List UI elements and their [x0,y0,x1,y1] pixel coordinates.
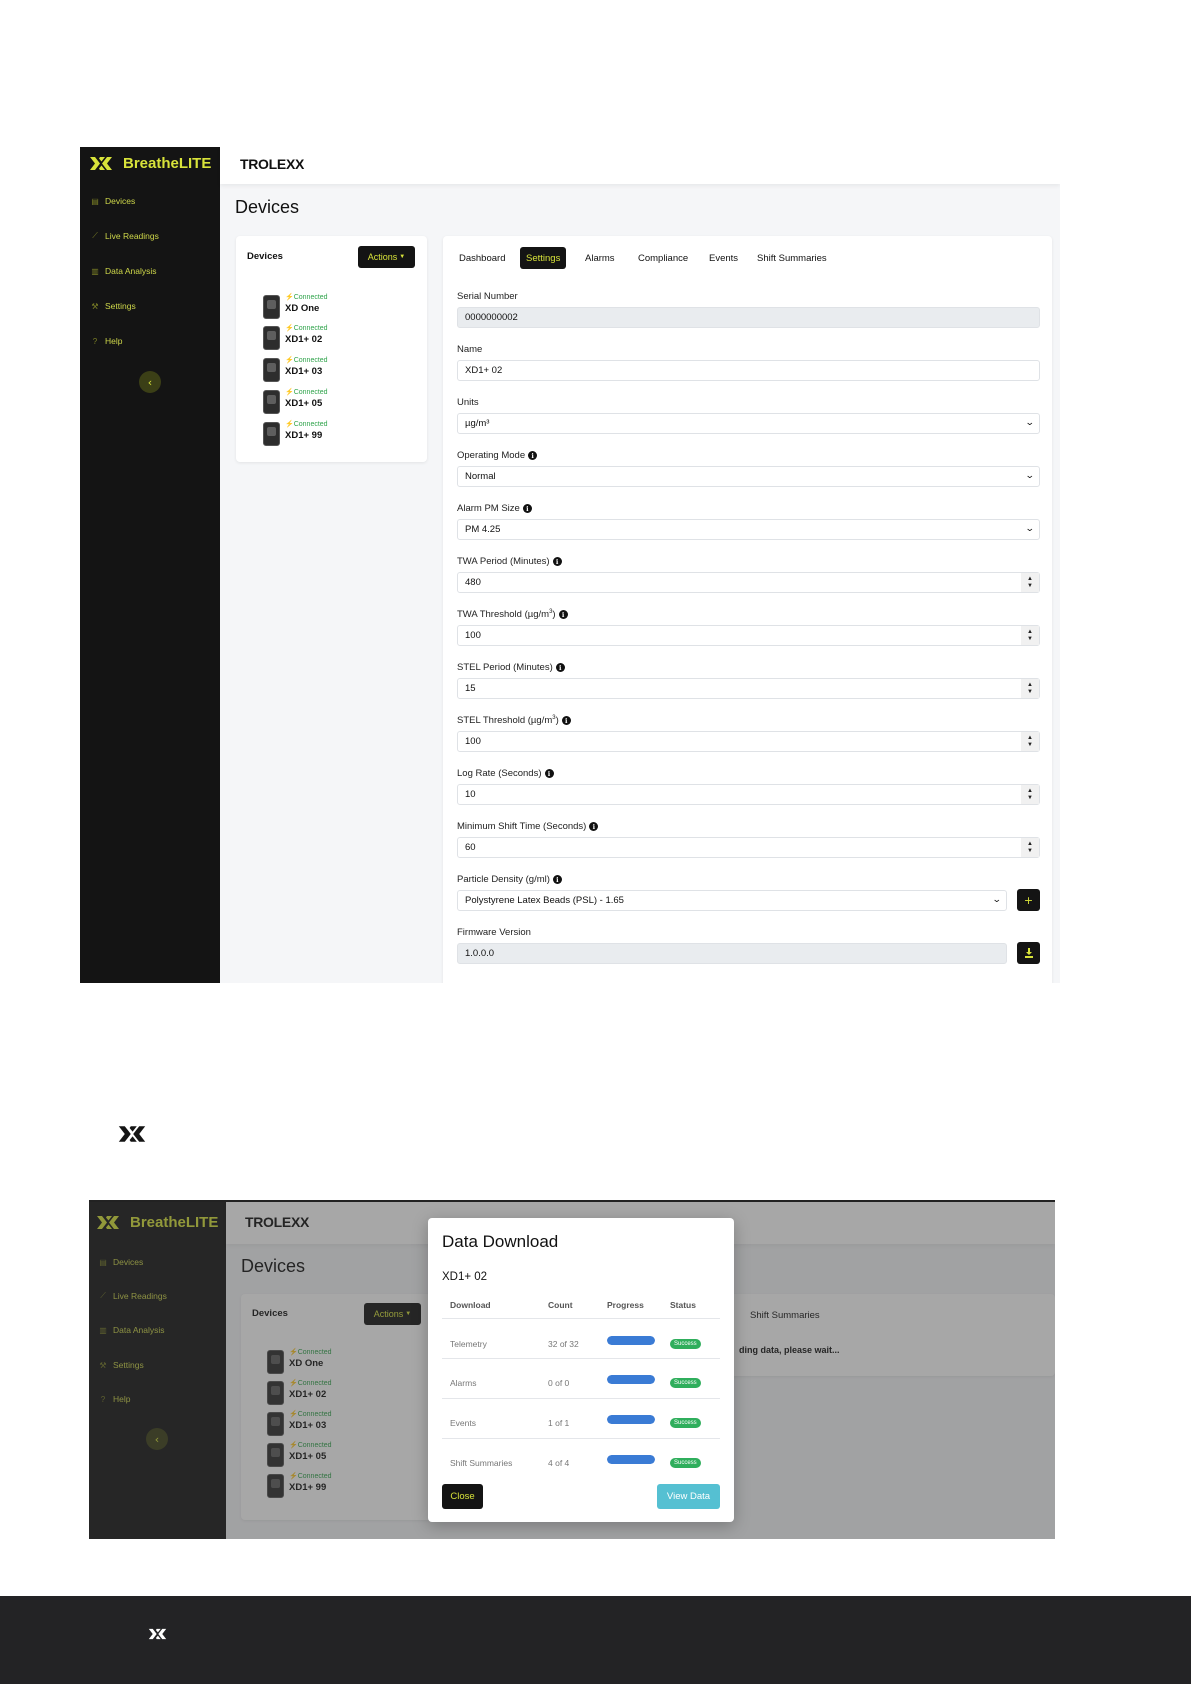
firmware-version-label: Firmware Version [457,927,531,938]
units-select[interactable]: µg/m³ ⌄ [457,413,1040,434]
plug-icon: ⚡ [285,325,294,332]
device-item[interactable] [263,358,413,384]
settings-card [443,236,1052,983]
devices-icon: ▤ [99,1257,107,1267]
log-rate-label: Log Rate (Seconds) i [457,768,554,779]
name-input[interactable]: XD1+ 02 [457,360,1040,381]
page-title: Devices [235,197,300,217]
trolex-mark-icon [117,1125,147,1143]
device-image [263,422,280,446]
number-stepper[interactable]: ▲ ▼ [1021,838,1039,857]
firmware-download-button[interactable] [1017,942,1040,964]
breathelite-logo-icon [89,156,113,171]
row-count: 4 of 4 [548,1458,570,1468]
row-count: 1 of 1 [548,1418,570,1428]
number-stepper[interactable]: ▲ ▼ [1021,732,1039,751]
sidebar-item-settings[interactable]: ⚒ Settings [99,1360,144,1370]
modal-device-name: XD1+ 02 [442,1271,488,1283]
connected-status: ⚡Connected [285,421,328,428]
plug-icon: ⚡ [289,1380,298,1387]
loading-message: ding data, please wait... [739,1345,840,1355]
col-header-count: Count [548,1300,573,1310]
alarm-pm-size-select[interactable]: PM 4.25 ⌄ [457,519,1040,540]
status-badge: Success [670,1339,701,1349]
chevron-down-icon: ⌄ [992,894,1003,904]
devices-card-title: Devices [252,1308,288,1319]
connected-status: ⚡Connected [289,1473,332,1480]
screenshot-device-settings [80,147,1060,983]
row-download-name: Shift Summaries [450,1458,513,1468]
operating-mode-label: Operating Mode i [457,450,537,461]
chevron-down-icon: ⌄ [1025,523,1036,533]
connected-status: ⚡Connected [289,1411,332,1418]
connected-status: ⚡Connected [289,1380,332,1387]
row-progress-bar [607,1336,655,1345]
device-image [263,358,280,382]
row-count: 32 of 32 [548,1339,579,1349]
alarm-pm-size-label: Alarm PM Size i [457,503,532,514]
firmware-version-field: 1.0.0.0 [457,943,1007,964]
actions-dropdown-button[interactable]: Actions ▼ [364,1303,421,1325]
sidebar-item-devices[interactable]: ▤ Devices [99,1257,144,1267]
tab-alarms[interactable]: Alarms [585,252,615,264]
bar-chart-icon: ▥ [99,1325,107,1335]
tab-events[interactable]: Events [709,252,739,264]
sidebar-item-devices[interactable]: ▤ Devices [91,196,136,206]
sidebar-item-settings[interactable]: ⚒ Settings [91,301,136,311]
trolex-logo: TROLEXX [240,156,305,172]
screenshot-data-download [89,1200,1055,1539]
device-name: XD1+ 02 [289,1389,327,1400]
connected-status: ⚡Connected [285,294,328,301]
particle-density-label: Particle Density (g/ml) i [457,874,562,885]
help-icon: ? [100,1394,106,1404]
caret-down-icon: ▼ [399,254,406,260]
min-shift-time-input[interactable]: 60 ▲ ▼ [457,837,1040,858]
sidebar-item-data-analysis[interactable]: ▥ Data Analysis [91,266,157,276]
progress-fill [607,1375,655,1384]
plug-icon: ⚡ [285,294,294,301]
modal-title: Data Download [442,1232,559,1251]
info-icon[interactable]: i [528,451,537,460]
device-name: XD1+ 03 [289,1420,327,1431]
device-name: XD One [285,303,320,314]
plug-icon: ⚡ [285,421,294,428]
stel-period-input[interactable]: 15 ▲ ▼ [457,678,1040,699]
info-icon[interactable]: i [553,875,562,884]
trolex-mark-icon [148,1628,167,1640]
devices-card-title: Devices [247,251,283,262]
data-download-modal [428,1218,734,1522]
row-divider [442,1398,720,1399]
plug-icon: ⚡ [289,1349,298,1356]
plus-icon: + [1023,893,1034,907]
sidebar-collapse-button[interactable] [139,371,161,393]
connected-status: ⚡Connected [285,389,328,396]
plug-icon: ⚡ [285,357,294,364]
info-icon[interactable]: i [559,610,568,619]
header-divider [442,1318,720,1319]
twa-threshold-input[interactable]: 100 ▲ ▼ [457,625,1040,646]
device-item[interactable] [263,326,413,352]
row-divider [442,1438,720,1439]
row-progress-bar [607,1455,655,1464]
number-stepper[interactable]: ▲ ▼ [1021,679,1039,698]
sidebar-item-help[interactable]: ? Help [92,336,123,346]
trolex-logo: TROLEXX [245,1214,310,1230]
stel-threshold-input[interactable]: 100 ▲ ▼ [457,731,1040,752]
info-icon[interactable]: i [545,769,554,778]
status-badge: Success [670,1418,701,1428]
device-name: XD1+ 05 [285,398,323,409]
page-footer [0,1596,1191,1684]
min-shift-time-label: Minimum Shift Time (Seconds) i [457,821,598,832]
units-label: Units [457,397,479,408]
device-image [263,326,280,350]
close-button[interactable]: Close [442,1484,483,1509]
top-bar [220,147,1060,184]
twa-period-input[interactable]: 480 ▲ ▼ [457,572,1040,593]
particle-density-select[interactable]: Polystyrene Latex Beads (PSL) - 1.65 ⌄ [457,890,1007,911]
log-rate-input[interactable]: 10 ▲ ▼ [457,784,1040,805]
device-item[interactable] [263,390,413,416]
row-progress-bar [607,1415,655,1424]
col-header-status: Status [670,1300,696,1310]
chevron-left-icon: ‹ [154,1432,160,1446]
chevron-down-icon: ⌄ [1025,417,1036,427]
tab-compliance[interactable]: Compliance [638,252,689,264]
bar-chart-icon: ▥ [91,266,99,276]
brand [89,155,211,172]
device-item[interactable] [263,422,413,448]
devices-card [236,236,427,462]
chevron-left-icon: ‹ [147,375,153,389]
row-divider [442,1358,720,1359]
number-stepper[interactable]: ▲ ▼ [1021,785,1039,804]
row-download-name: Events [450,1418,476,1428]
sidebar-item-help[interactable]: ? Help [100,1394,131,1404]
page-title: Devices [241,1256,306,1276]
chart-line-icon: ⟋ [92,231,98,240]
sidebar-item-live-readings[interactable]: ⟋ Live Readings [92,231,159,241]
plug-icon: ⚡ [289,1442,298,1449]
number-stepper[interactable]: ▲ ▼ [1021,573,1039,592]
device-name: XD1+ 05 [289,1451,327,1462]
progress-fill [607,1415,655,1424]
info-icon[interactable]: i [553,557,562,566]
actions-dropdown-button[interactable]: Actions ▼ [358,246,415,268]
plug-icon: ⚡ [289,1473,298,1480]
sidebar-item-data-analysis[interactable]: ▥ Data Analysis [99,1325,165,1335]
connected-status: ⚡Connected [285,357,328,364]
download-icon [1024,948,1034,958]
twa-period-label: TWA Period (Minutes) i [457,556,562,567]
progress-fill [607,1455,655,1464]
connected-status: ⚡Connected [289,1442,332,1449]
device-item[interactable] [263,295,413,321]
progress-fill [607,1336,655,1345]
devices-icon: ▤ [91,196,99,206]
info-icon[interactable]: i [556,663,565,672]
row-download-name: Telemetry [450,1339,487,1349]
chevron-down-icon: ⌄ [1025,470,1036,480]
brand-name: BreatheLITE [130,1214,219,1231]
device-name: XD1+ 99 [289,1482,327,1493]
help-icon: ? [92,336,98,346]
sidebar-item-live-readings[interactable]: ⟋ Live Readings [100,1291,167,1301]
status-badge: Success [670,1378,701,1388]
brand-name: BreatheLITE [123,155,212,172]
stel-period-label: STEL Period (Minutes) i [457,662,565,673]
row-count: 0 of 0 [548,1378,570,1388]
connected-status: ⚡Connected [285,325,328,332]
operating-mode-select[interactable]: Normal ⌄ [457,466,1040,487]
row-download-name: Alarms [450,1378,477,1388]
status-badge: Success [670,1458,701,1468]
col-header-download: Download [450,1300,491,1310]
chart-line-icon: ⟋ [100,1291,106,1300]
row-progress-bar [607,1375,655,1384]
info-icon[interactable]: i [589,822,598,831]
tab-settings[interactable]: Settings [520,247,566,269]
device-name: XD1+ 03 [285,366,323,377]
caret-down-icon: ▼ [405,1311,412,1317]
number-stepper[interactable]: ▲ ▼ [1021,626,1039,645]
serial-number-label: Serial Number [457,291,518,302]
wrench-icon: ⚒ [91,301,99,311]
info-icon[interactable]: i [523,504,532,513]
device-image [263,295,280,319]
device-name: XD1+ 99 [285,430,323,441]
add-density-button[interactable] [1017,889,1040,911]
serial-number-field: 0000000002 [457,307,1040,328]
tab-shift-summaries[interactable]: Shift Summaries [750,1309,820,1321]
device-name: XD One [289,1358,324,1369]
plug-icon: ⚡ [289,1411,298,1418]
view-data-button[interactable]: View Data [657,1484,720,1509]
name-label: Name [457,344,483,355]
col-header-progress: Progress [607,1300,644,1310]
twa-threshold-label: TWA Threshold $(\mu g/m^3)$ i [457,609,568,620]
tab-shift-summaries[interactable]: Shift Summaries [757,252,827,264]
wrench-icon: ⚒ [99,1360,107,1370]
sidebar [80,147,220,983]
info-icon[interactable]: i [562,716,571,725]
device-image [263,390,280,414]
plug-icon: ⚡ [285,389,294,396]
tab-dashboard[interactable]: Dashboard [459,252,506,264]
connected-status: ⚡Connected [289,1349,332,1356]
device-name: XD1+ 02 [285,334,323,345]
stel-threshold-label: STEL Threshold $(\mu g/m^3)$ i [457,715,571,726]
